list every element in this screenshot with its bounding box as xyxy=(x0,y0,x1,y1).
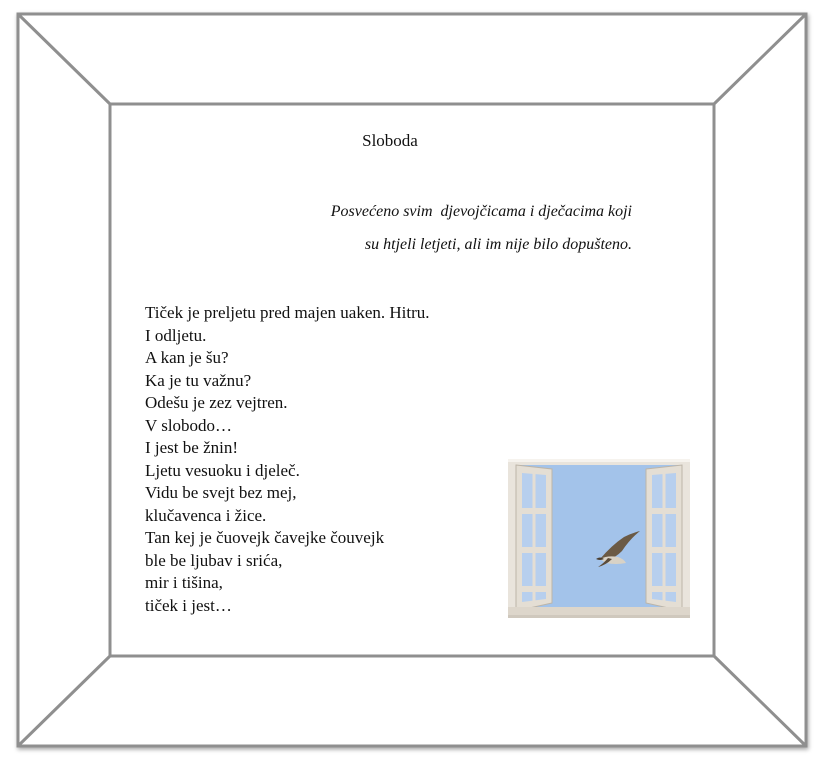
dedication-line: Posvećeno svim djevojčicama i dječacima koji xyxy=(330,203,632,220)
poem-line: Vidu be svejt bez mej, xyxy=(145,483,297,502)
poem-line: ble be ljubav i srića, xyxy=(145,550,283,570)
poem-line: mir i tišina, xyxy=(145,573,223,592)
poem-line: I jest be žnin! xyxy=(145,438,238,457)
open-window-illustration xyxy=(508,459,690,618)
poem-line: klučavenca i žice. xyxy=(145,505,267,525)
poem-line: Tiček je preljetu pred majen uaken. Hitru. xyxy=(145,303,430,322)
poem-line: I odljetu. xyxy=(145,325,207,345)
dedication xyxy=(331,200,632,266)
poem-line: Tan kej je čuovejk čavejke čouvejk xyxy=(145,528,385,547)
poem-line: A kan je šu? xyxy=(145,348,229,367)
left-window-sash xyxy=(516,465,552,611)
dedication-line: su htjeli letjeti, ali im nije bilo dopušteno. xyxy=(364,236,632,253)
poem-title: Sloboda xyxy=(362,131,418,150)
poem-line: tiček i jest… xyxy=(145,595,232,615)
poem-body xyxy=(145,302,430,617)
right-window-sash xyxy=(646,465,682,611)
poem-line: Ljetu vesuoku i djeleč. xyxy=(145,460,300,480)
poem-line: Odešu je zez vejtren. xyxy=(145,393,288,412)
poem-line: Ka je tu važnu? xyxy=(145,370,252,390)
poem-line: V slobodo… xyxy=(145,415,233,435)
